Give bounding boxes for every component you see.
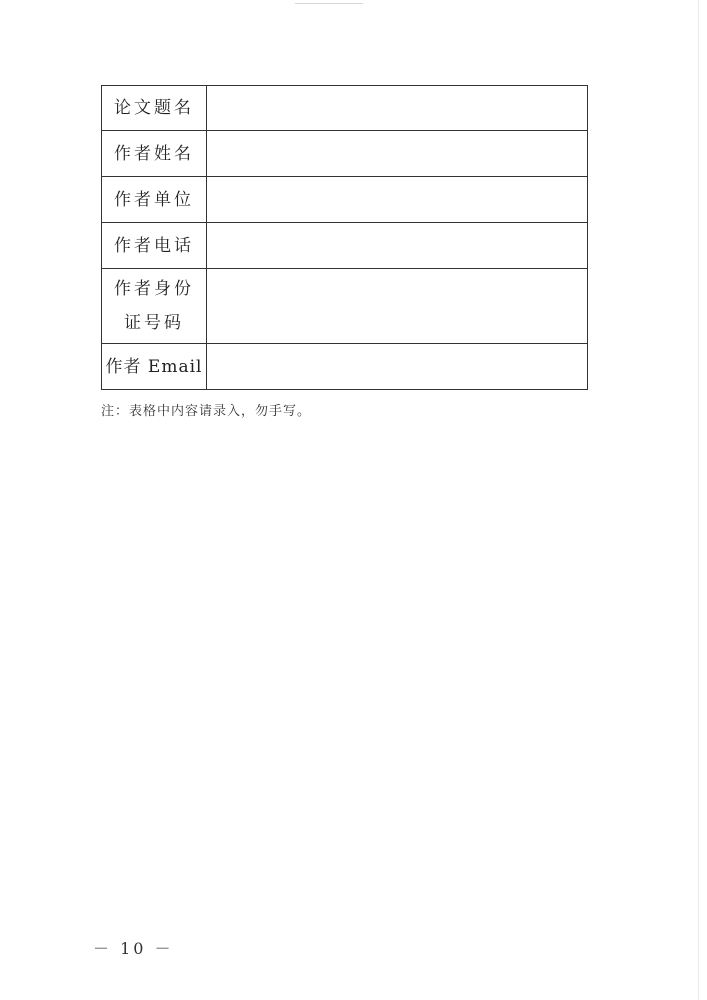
- form-row-author-id-number: [102, 269, 588, 344]
- form-row-author-name: [102, 131, 588, 177]
- author-id-number-label-line2: 证号码: [124, 313, 184, 333]
- author-name-label: 作者姓名: [102, 131, 207, 177]
- author-phone-label: 作者电话: [102, 223, 207, 269]
- scan-mark: [295, 3, 363, 4]
- page-edge: [698, 0, 699, 1000]
- form-row-author-email: [102, 344, 588, 390]
- author-affiliation-label: 作者单位: [102, 177, 207, 223]
- author-id-number-field[interactable]: [207, 269, 588, 344]
- form-row-paper-title: [102, 86, 588, 131]
- author-affiliation-field[interactable]: [207, 177, 588, 223]
- author-phone-field[interactable]: [207, 223, 588, 269]
- form-row-author-phone: [102, 223, 588, 269]
- author-info-form: [101, 85, 588, 390]
- author-name-field[interactable]: [207, 131, 588, 177]
- author-email-label: 作者 Email: [102, 344, 207, 390]
- author-id-number-label: [102, 269, 207, 344]
- paper-title-label: 论文题名: [102, 86, 207, 131]
- page-number: － 10 －: [93, 939, 174, 958]
- form-row-author-affiliation: [102, 177, 588, 223]
- form-note: 注：表格中内容请录入，勿手写。: [101, 404, 312, 419]
- author-email-field[interactable]: [207, 344, 588, 390]
- author-id-number-label-line1: 作者身份: [114, 279, 194, 299]
- paper-title-field[interactable]: [207, 86, 588, 131]
